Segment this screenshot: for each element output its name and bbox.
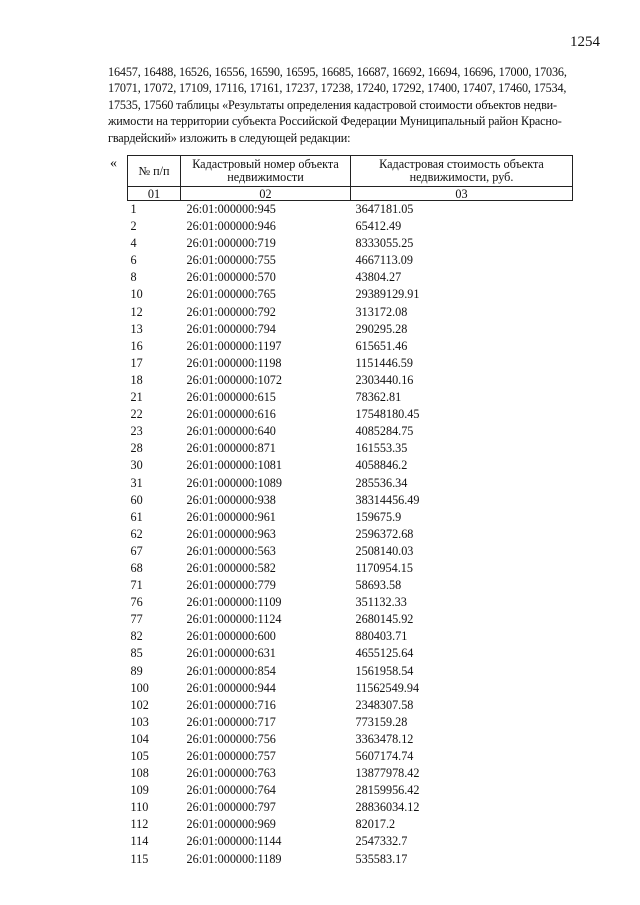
cadastral-value-cell: 8333055.25 [355,236,414,251]
cadastral-value-cell: 4058846.2 [355,458,408,473]
intro-line: 17071, 17072, 17109, 17116, 17161, 17237, 17238, 17240, 17292, 17400, 17407, 17460, 17534, [108,81,567,96]
table-row [128,611,573,628]
cadastral-number-cell: 26:01:000000:1124 [186,612,282,627]
table-row [128,218,573,235]
cadastral-number-cell: 26:01:000000:755 [186,253,276,268]
cadastral-number-cell: 26:01:000000:1072 [186,372,282,387]
table-row [128,799,573,816]
row-number-cell: 16 [130,338,143,353]
table-row [128,338,573,355]
cadastral-value-cell: 159675.9 [355,509,402,524]
row-number-cell: 109 [130,783,149,798]
cadastral-value-cell: 615651.46 [355,338,408,353]
cadastral-number-cell: 26:01:000000:719 [186,236,276,251]
row-number-cell: 82 [130,629,143,644]
row-number-cell: 71 [130,578,143,593]
table-row [128,594,573,611]
cadastral-value-cell: 535583.17 [355,851,408,866]
table-row [128,697,573,714]
header-cadastral-value: Кадастровая стоимость объекта недвижимости, руб. [351,156,573,187]
header-cadastral-number: Кадастровый номер объекта недвижимости [181,156,351,187]
cadastral-number-cell: 26:01:000000:944 [186,680,276,695]
table-row [128,731,573,748]
row-number-cell: 110 [130,800,149,815]
cadastral-number-cell: 26:01:000000:763 [186,766,276,781]
cadastral-number-cell: 26:01:000000:616 [186,407,276,422]
table-row [128,423,573,440]
cadastral-value-cell: 2547332.7 [355,834,408,849]
table-row [128,372,573,389]
row-number-cell: 60 [130,492,143,507]
cadastral-value-cell: 28836034.12 [355,800,420,815]
intro-line: гвардейский» изложить в следующей редакции: [108,130,351,145]
cadastral-number-cell: 26:01:000000:797 [186,800,276,815]
row-number-cell: 17 [130,355,143,370]
table-row [128,509,573,526]
intro-line: 17535, 17560 таблицы «Результаты определения кадастровой стоимости объектов недви- [108,97,557,112]
page-number: 1254 [570,34,600,50]
row-number-cell: 76 [130,595,143,610]
table-row [128,457,573,474]
cadastral-number-cell: 26:01:000000:563 [186,543,276,558]
cadastral-number-cell: 26:01:000000:631 [186,646,276,661]
cadastral-number-cell: 26:01:000000:1144 [186,834,282,849]
cadastral-value-cell: 29389129.91 [355,287,420,302]
intro-line: 16457, 16488, 16526, 16556, 16590, 16595, 16685, 16687, 16692, 16694, 16696, 17000, 17036, [108,65,567,79]
cadastral-value-cell: 58693.58 [355,578,402,593]
header-code-03: 03 [351,187,573,201]
table-row [128,543,573,560]
row-number-cell: 22 [130,407,143,422]
opening-quote-mark: « [110,156,117,171]
row-number-cell: 30 [130,458,143,473]
cadastral-number-cell: 26:01:000000:938 [186,492,276,507]
row-number-cell: 8 [130,270,137,285]
row-number-cell: 21 [130,390,143,405]
table-body [128,201,573,868]
row-number-cell: 114 [130,834,149,849]
row-number-cell: 23 [130,424,143,439]
table-row [128,748,573,765]
row-number-cell: 62 [130,526,143,541]
cadastral-number-cell: 26:01:000000:794 [186,321,276,336]
row-number-cell: 103 [130,714,149,729]
table-row [128,321,573,338]
cadastral-value-table [127,155,573,868]
row-number-cell: 1 [130,202,137,216]
row-number-cell: 4 [130,236,137,251]
cadastral-value-cell: 78362.81 [355,390,402,405]
table-row [128,765,573,782]
cadastral-value-cell: 3647181.05 [355,202,414,216]
row-number-cell: 2 [130,219,137,234]
table-row [128,475,573,492]
cadastral-number-cell: 26:01:000000:1197 [186,338,282,353]
table-row [128,577,573,594]
row-number-cell: 68 [130,560,143,575]
header-row-number: № п/п [128,156,181,187]
cadastral-value-cell: 11562549.94 [355,680,420,695]
row-number-cell: 100 [130,680,149,695]
cadastral-number-cell: 26:01:000000:615 [186,390,276,405]
cadastral-value-cell: 43804.27 [355,270,402,285]
cadastral-value-cell: 4667113.09 [355,253,413,268]
cadastral-value-cell: 3363478.12 [355,731,414,746]
table-row [128,269,573,286]
cadastral-value-cell: 13877978.42 [355,766,420,781]
row-number-cell: 104 [130,731,149,746]
table-row [128,286,573,303]
cadastral-number-cell: 26:01:000000:640 [186,424,276,439]
cadastral-number-cell: 26:01:000000:1198 [186,355,282,370]
cadastral-number-cell: 26:01:000000:1109 [186,595,282,610]
table-row [128,851,573,868]
cadastral-number-cell: 26:01:000000:871 [186,441,276,456]
cadastral-value-cell: 2680145.92 [355,612,414,627]
cadastral-number-cell: 26:01:000000:582 [186,560,276,575]
table-row [128,628,573,645]
cadastral-number-cell: 26:01:000000:756 [186,731,276,746]
table-row [128,663,573,680]
cadastral-number-cell: 26:01:000000:945 [186,202,276,216]
row-number-cell: 28 [130,441,143,456]
row-number-cell: 13 [130,321,143,336]
cadastral-number-cell: 26:01:000000:961 [186,509,276,524]
table-header-row [128,156,573,187]
cadastral-number-cell: 26:01:000000:946 [186,219,276,234]
row-number-cell: 89 [130,663,143,678]
cadastral-number-cell: 26:01:000000:757 [186,749,276,763]
cadastral-number-cell: 26:01:000000:717 [186,714,276,729]
header-code-01: 01 [128,187,181,201]
cadastral-number-cell: 26:01:000000:570 [186,270,276,285]
table-row [128,492,573,509]
cadastral-value-cell: 2348307.58 [355,697,414,712]
row-number-cell: 115 [130,851,149,866]
cadastral-value-cell: 1170954.15 [355,560,413,575]
cadastral-value-cell: 2596372.68 [355,526,414,541]
cadastral-number-cell: 26:01:000000:1081 [186,458,282,473]
row-number-cell: 108 [130,766,149,781]
row-number-cell: 10 [130,287,143,302]
cadastral-number-cell: 26:01:000000:764 [186,783,276,798]
row-number-cell: 102 [130,697,149,712]
table-row [128,782,573,799]
cadastral-value-cell: 1151446.59 [355,355,413,370]
table-row [128,235,573,252]
intro-line: жимости на территории субъекта Российской Федерации Муниципальный район Красно- [108,114,562,129]
table-row [128,201,573,219]
table-row [128,252,573,269]
table-row [128,406,573,423]
cadastral-number-cell: 26:01:000000:716 [186,697,276,712]
cadastral-value-cell: 65412.49 [355,219,402,234]
row-number-cell: 12 [130,304,143,319]
table-row [128,560,573,577]
cadastral-number-cell: 26:01:000000:792 [186,304,276,319]
cadastral-value-cell: 82017.2 [355,817,396,832]
row-number-cell: 6 [130,253,137,268]
cadastral-value-cell: 1561958.54 [355,663,414,678]
row-number-cell: 85 [130,646,143,661]
intro-paragraph [108,64,576,146]
cadastral-number-cell: 26:01:000000:779 [186,578,276,593]
table-row [128,389,573,406]
cadastral-value-cell: 38314456.49 [355,492,420,507]
cadastral-number-cell: 26:01:000000:765 [186,287,276,302]
cadastral-number-cell: 26:01:000000:969 [186,817,276,832]
cadastral-number-cell: 26:01:000000:1189 [186,851,282,866]
cadastral-value-cell: 4085284.75 [355,424,414,439]
row-number-cell: 112 [130,817,149,832]
cadastral-value-cell: 285536.34 [355,475,408,490]
cadastral-value-cell: 2303440.16 [355,372,414,387]
cadastral-value-cell: 351132.33 [355,595,407,610]
row-number-cell: 77 [130,612,143,627]
cadastral-value-cell: 773159.28 [355,714,408,729]
cadastral-value-cell: 313172.08 [355,304,408,319]
header-code-02: 02 [181,187,351,201]
row-number-cell: 18 [130,372,143,387]
cadastral-value-cell: 4655125.64 [355,646,414,661]
table-row [128,645,573,662]
cadastral-value-cell: 880403.71 [355,629,408,644]
cadastral-value-cell: 17548180.45 [355,407,420,422]
table-header-codes-row [128,187,573,201]
cadastral-number-cell: 26:01:000000:1089 [186,475,282,490]
table-row [128,355,573,372]
table-row [128,714,573,731]
cadastral-value-cell: 290295.28 [355,321,408,336]
row-number-cell: 67 [130,543,143,558]
table-row [128,833,573,850]
row-number-cell: 31 [130,475,143,490]
row-number-cell: 61 [130,509,143,524]
table-row [128,816,573,833]
cadastral-value-cell: 5607174.74 [355,749,414,763]
cadastral-value-cell: 161553.35 [355,441,408,456]
cadastral-value-cell: 2508140.03 [355,543,414,558]
cadastral-number-cell: 26:01:000000:600 [186,629,276,644]
table-row [128,304,573,321]
table-row [128,526,573,543]
row-number-cell: 105 [130,749,149,763]
cadastral-number-cell: 26:01:000000:963 [186,526,276,541]
table-row [128,680,573,697]
cadastral-number-cell: 26:01:000000:854 [186,663,276,678]
table-row [128,440,573,457]
cadastral-value-cell: 28159956.42 [355,783,420,798]
